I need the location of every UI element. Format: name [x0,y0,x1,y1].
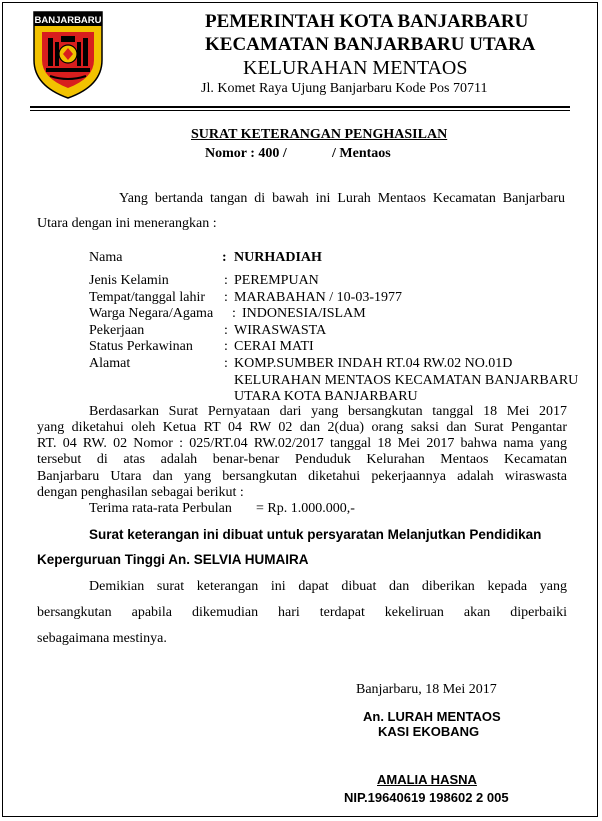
document-number-suffix: / Mentaos [332,146,391,161]
field-label-pekerjaan: Pekerjaan [89,323,145,338]
field-value-jenis-kelamin: PEREMPUAN [234,273,319,288]
signature-position: KASI EKOBANG [378,724,480,739]
field-value-nama: NURHADIAH [234,250,322,265]
signature-place-date: Banjarbaru, 18 Mei 2017 [356,682,497,697]
field-value-warga: INDONESIA/ISLAM [242,306,366,321]
paragraph-1-line-5: Banjarbaru Utara dan yang bersangkutan diketahui pekerjaannya adalah wiraswasta [37,469,567,484]
income-label: Terima rata-rata Perbulan [89,501,232,516]
purpose-line-1: Surat keterangan ini dibuat untuk persyaratan Melanjutkan Pendidikan [89,527,542,542]
letterhead-line-1: PEMERINTAH KOTA BANJARBARU [205,11,529,32]
field-value-pekerjaan: WIRASWASTA [234,323,327,338]
field-colon: : [224,356,228,371]
intro-line-1: Yang bertanda tangan di bawah ini Lurah Mentaos Kecamatan Banjarbaru [119,191,565,206]
field-colon: : [222,250,227,265]
field-colon: : [224,323,228,338]
closing-line-2: bersangkutan apabila dikemudian hari terdapat kekeliruan akan diperbaiki [37,605,567,620]
signature-on-behalf: An. LURAH MENTAOS [363,709,501,724]
field-value-ttl: MARABAHAN / 10-03-1977 [234,290,402,305]
letterhead-address: Jl. Komet Raya Ujung Banjarbaru Kode Pos 70711 [201,81,488,96]
paragraph-1-line-2: yang diketahui oleh Ketua RT 04 RW 02 dan 2(dua) orang saksi dan Surat Pengantar [37,420,567,435]
field-label-ttl: Tempat/tanggal lahir [89,290,206,305]
intro-line-2: Utara dengan ini menerangkan : [37,216,217,231]
field-colon: : [224,339,228,354]
signatory-name: AMALIA HASNA [377,772,477,787]
field-value-status: CERAI MATI [234,339,314,354]
income-value: = Rp. 1.000.000,- [256,501,355,516]
letterhead-line-3: KELURAHAN MENTAOS [243,57,468,79]
field-label-alamat: Alamat [89,356,131,371]
field-label-jenis-kelamin: Jenis Kelamin [89,273,169,288]
paragraph-1-line-4: tersebut di atas adalah benar-benar Penduduk Kelurahan Mentaos Kecamatan [37,452,567,467]
closing-line-3: sebagaimana mestinya. [37,631,167,646]
field-colon: : [232,306,236,321]
document-number-prefix: Nomor : 400 / [205,146,287,161]
city-emblem-logo [30,8,106,100]
document-title: SURAT KETERANGAN PENGHASILAN [191,127,448,142]
field-value-alamat-line-1: KOMP.SUMBER INDAH RT.04 RW.02 NO.01D [234,356,513,371]
letterhead-rule-thin [30,110,570,111]
field-colon: : [224,290,228,305]
signatory-nip: NIP.19640619 198602 2 005 [344,790,509,805]
field-label-nama: Nama [89,250,123,265]
field-colon: : [224,273,228,288]
logo-text: BANJARBARU [34,15,102,26]
field-value-alamat-line-2: KELURAHAN MENTAOS KECAMATAN BANJARBARU [234,373,579,388]
letterhead-rule-thick [30,106,570,108]
letterhead-line-2: KECAMATAN BANJARBARU UTARA [205,34,536,55]
paragraph-1-line-6: dengan penghasilan sebagai berikut : [37,485,244,500]
purpose-line-2: Keperguruan Tinggi An. SELVIA HUMAIRA [37,552,309,567]
field-label-warga: Warga Negara/Agama [89,306,214,321]
field-value-alamat-line-3: UTARA KOTA BANJARBARU [234,389,418,404]
paragraph-1-line-1: Berdasarkan Surat Pernyataan dari yang bersangkutan tanggal 18 Mei 2017 [89,404,567,419]
closing-line-1: Demikian surat keterangan ini dapat dibuat dan diberikan kepada yang [89,579,567,594]
field-label-status: Status Perkawinan [89,339,193,354]
paragraph-1-line-3: RT. 04 RW. 02 Nomor : 025/RT.04 RW.02/2017 tanggal 18 Mei 2017 bahwa nama yang [37,436,567,451]
